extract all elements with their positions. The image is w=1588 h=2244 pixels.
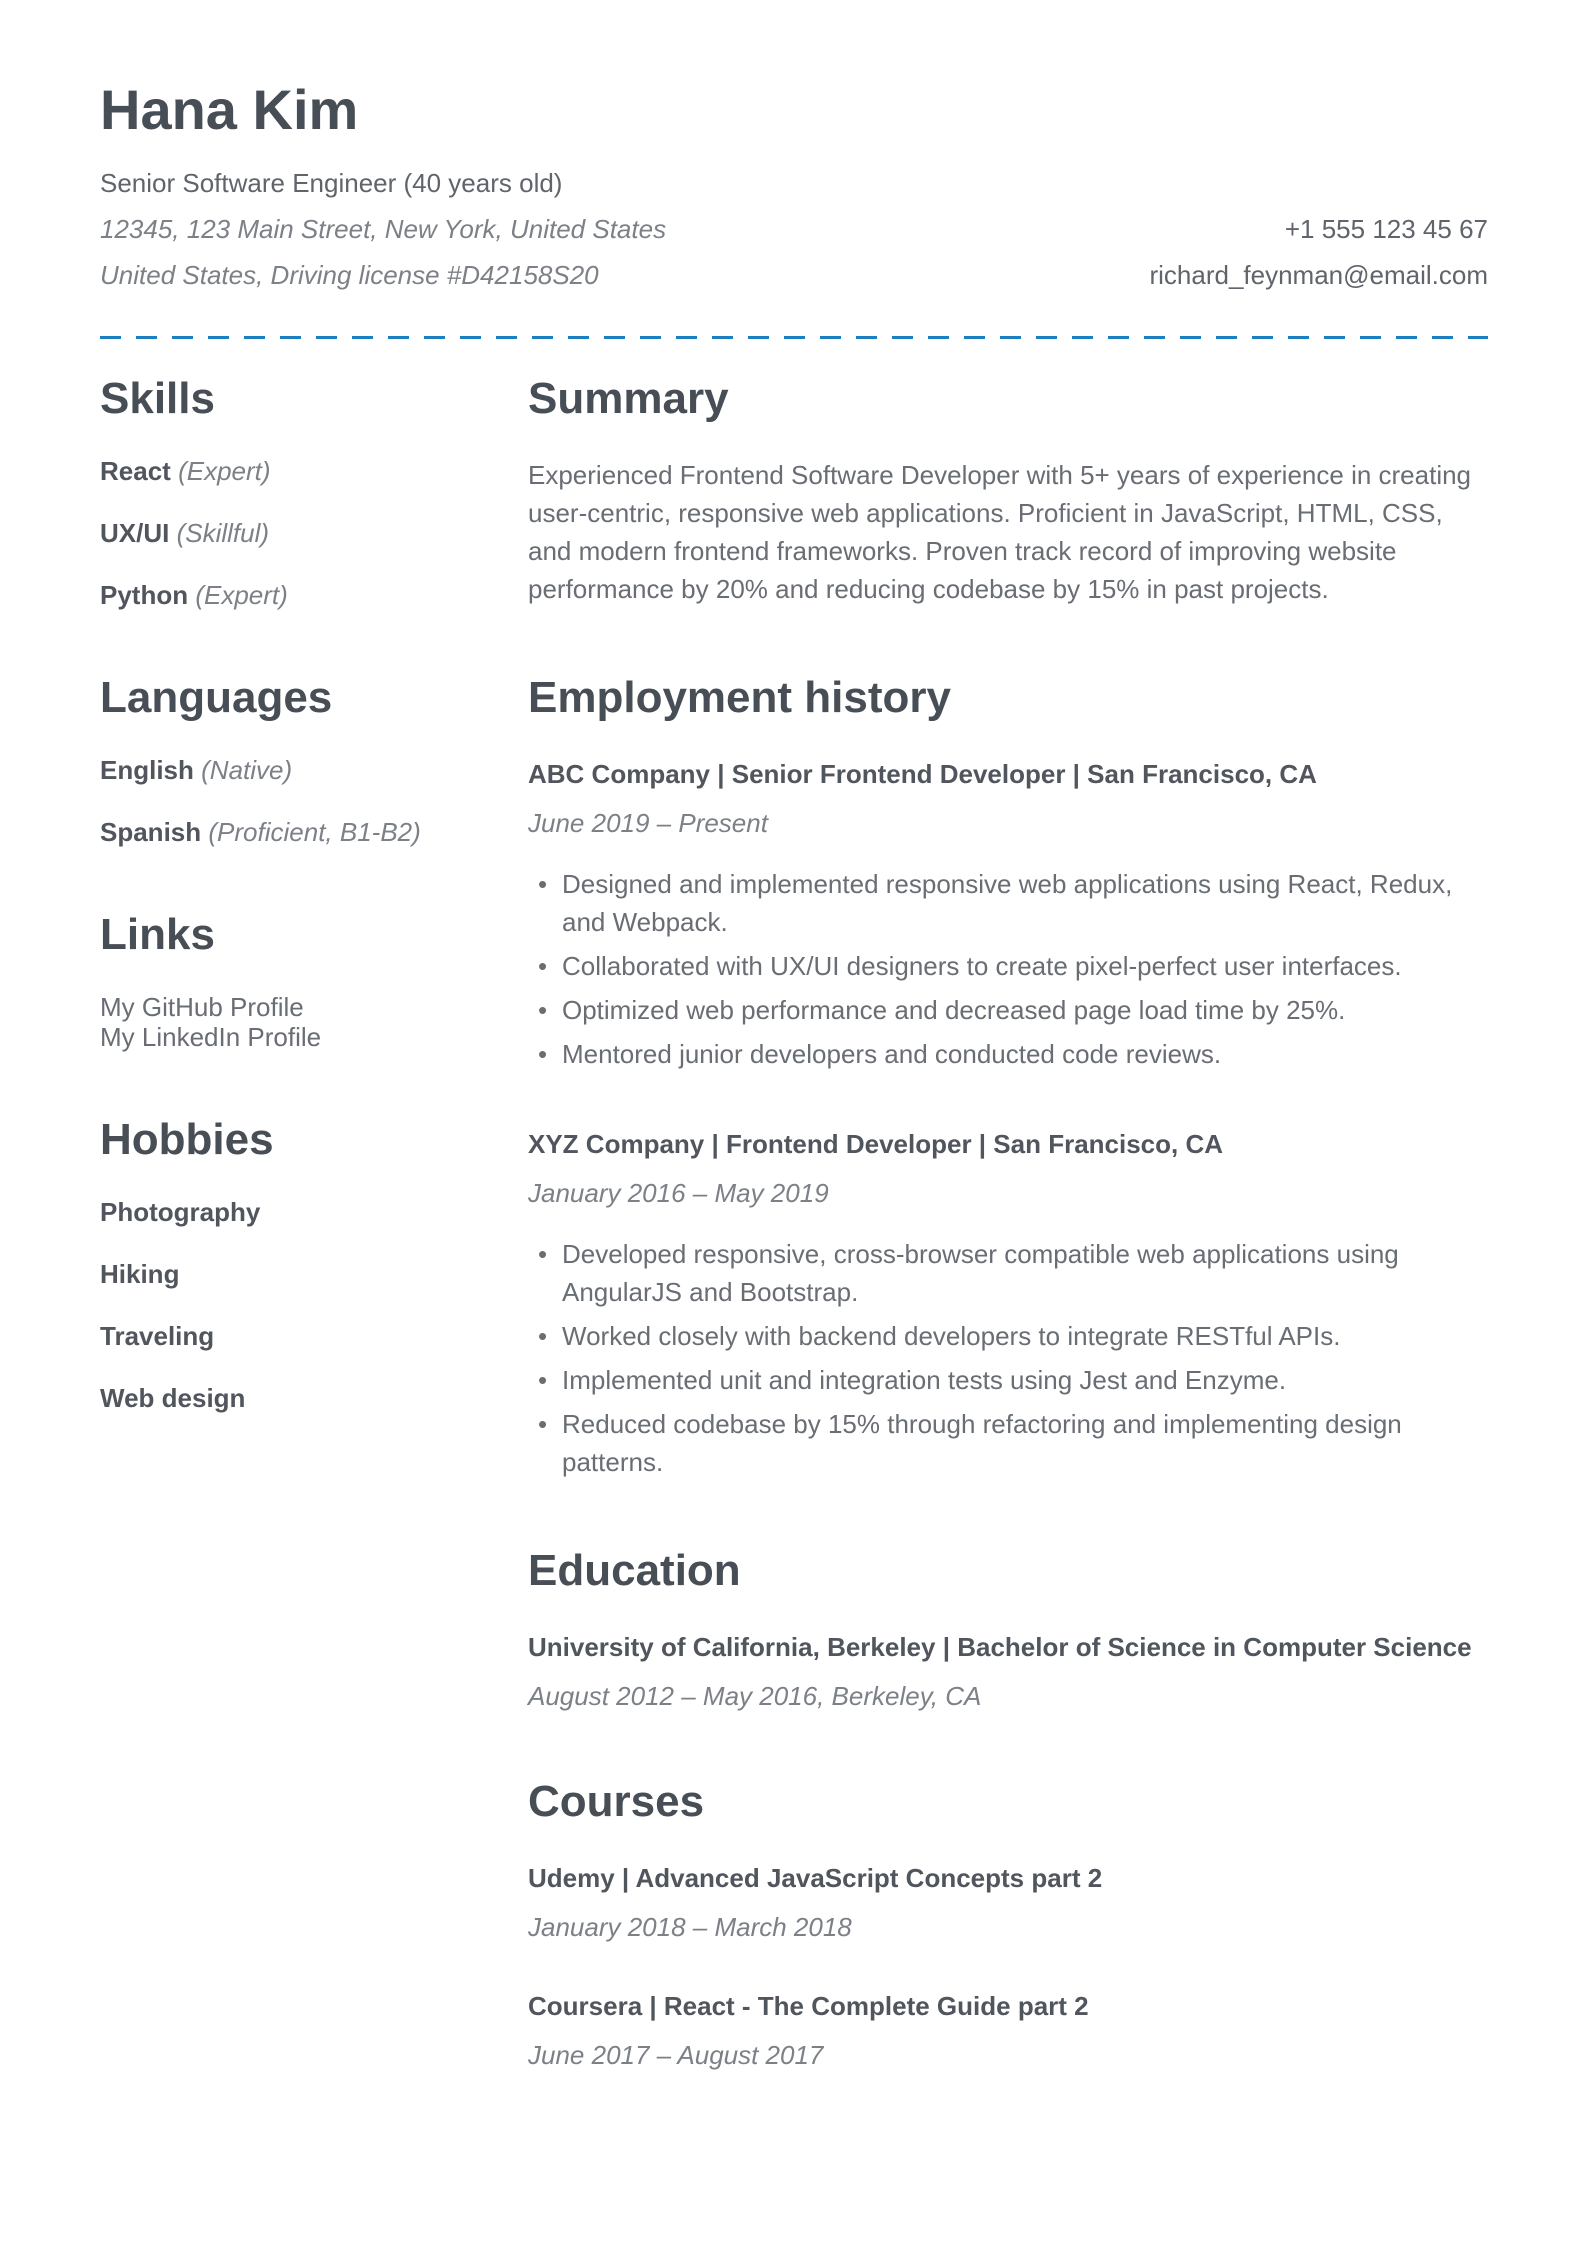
skill-level: (Expert) — [195, 580, 288, 611]
entry-bullet-list — [528, 865, 1488, 1073]
skill-item — [100, 456, 448, 486]
education-entries — [528, 1628, 1488, 1712]
language-item — [100, 817, 448, 847]
course-entry — [528, 1987, 1488, 2071]
links-section — [100, 909, 448, 1052]
entry-title: XYZ Company | Frontend Developer | San Francisco, CA — [528, 1128, 1224, 1159]
entry-dates: August 2012 – May 2016, Berkeley, CA — [528, 1680, 982, 1711]
employment-entries — [528, 755, 1488, 1481]
skills-list — [100, 456, 448, 610]
bullet-item: • Implemented unit and integration tests using Jest and Enzyme. — [528, 1361, 1488, 1399]
entry-title: Udemy | Advanced JavaScript Concepts part 2 — [528, 1862, 1103, 1893]
person-job-title: Senior Software Engineer (40 years old) — [100, 168, 563, 199]
skills-heading: Skills — [100, 374, 215, 424]
hobbies-heading: Hobbies — [100, 1114, 274, 1164]
bullet-item: • Designed and implemented responsive web applications using React, Redux, and Webpack. — [528, 865, 1488, 941]
entry-bullet-list — [528, 1235, 1488, 1481]
skill-name: Python — [100, 580, 189, 611]
summary-heading: Summary — [528, 374, 729, 424]
skill-level: (Expert) — [178, 456, 271, 487]
education-section — [528, 1545, 1488, 1712]
hobby-item: Traveling — [100, 1320, 215, 1351]
hobby-item: Web design — [100, 1382, 246, 1413]
hobbies-list — [100, 1197, 448, 1413]
language-item — [100, 755, 448, 785]
entry-dates: January 2016 – May 2019 — [528, 1177, 829, 1208]
courses-section — [528, 1776, 1488, 2071]
skill-item — [100, 580, 448, 610]
resume-header — [100, 78, 1488, 298]
address-line-1: 12345, 123 Main Street, New York, United States — [100, 214, 667, 245]
course-entry — [528, 1859, 1488, 1943]
bullet-item: • Optimized web performance and decreased page load time by 25%. — [528, 991, 1488, 1029]
summary-text: Experienced Frontend Software Developer with 5+ years of experience in creating user-centric, responsive web applications. Proficient in JavaScript, HTML, CSS, and modern frontend frameworks. Proven track record of improving website performance by 20% and reducing codebase by 15% in past projects. — [528, 460, 1472, 605]
bullet-item: • Reduced codebase by 15% through refactoring and implementing design patterns. — [528, 1405, 1488, 1481]
summary-section — [528, 373, 1488, 608]
education-heading: Education — [528, 1545, 741, 1595]
courses-heading: Courses — [528, 1776, 705, 1826]
employment-entry — [528, 755, 1488, 1073]
profile-link[interactable]: My LinkedIn Profile — [100, 1021, 322, 1052]
dashed-divider — [100, 336, 1488, 339]
links-heading: Links — [100, 909, 215, 959]
email-address: richard_feynman@email.com — [1149, 260, 1488, 291]
course-entries — [528, 1859, 1488, 2071]
employment-heading: Employment history — [528, 673, 951, 723]
employment-section — [528, 672, 1488, 1481]
entry-dates: January 2018 – March 2018 — [528, 1911, 852, 1942]
bullet-item: • Worked closely with backend developers to integrate RESTful APIs. — [528, 1317, 1488, 1355]
main-column — [528, 373, 1488, 2070]
person-name: Hana Kim — [100, 78, 359, 141]
sidebar — [100, 373, 448, 2070]
language-level: (Native) — [201, 754, 293, 785]
bullet-item: • Developed responsive, cross-browser compatible web applications using AngularJS and Bootstrap. — [528, 1235, 1488, 1311]
bullet-item: • Collaborated with UX/UI designers to create pixel-perfect user interfaces. — [528, 947, 1488, 985]
entry-dates: June 2017 – August 2017 — [528, 2039, 824, 2070]
address-line-2: United States, Driving license #D42158S20 — [100, 260, 599, 291]
hobby-item: Photography — [100, 1196, 261, 1227]
entry-dates: June 2019 – Present — [528, 807, 768, 838]
language-name: Spanish — [100, 816, 202, 847]
languages-heading: Languages — [100, 673, 333, 723]
skill-level: (Skillful) — [176, 518, 270, 549]
language-level: (Proficient, B1-B2) — [208, 816, 421, 847]
links-list — [100, 992, 448, 1052]
header-left — [100, 160, 666, 298]
entry-title: ABC Company | Senior Frontend Developer | San Francisco, CA — [528, 758, 1317, 789]
skill-name: React — [100, 456, 171, 487]
profile-link[interactable]: My GitHub Profile — [100, 991, 304, 1022]
content-columns — [100, 373, 1488, 2070]
languages-section — [100, 672, 448, 847]
skill-name: UX/UI — [100, 518, 170, 549]
hobby-item: Hiking — [100, 1258, 180, 1289]
languages-list — [100, 755, 448, 847]
education-entry — [528, 1628, 1488, 1712]
skills-section — [100, 373, 448, 610]
bullet-item: • Mentored junior developers and conducted code reviews. — [528, 1035, 1488, 1073]
language-name: English — [100, 754, 194, 785]
employment-entry — [528, 1125, 1488, 1481]
entry-title: Coursera | React - The Complete Guide part 2 — [528, 1990, 1089, 2021]
header-contact — [1149, 206, 1488, 298]
entry-title: University of California, Berkeley | Bachelor of Science in Computer Science — [528, 1631, 1472, 1662]
phone-number: +1 555 123 45 67 — [1284, 214, 1488, 245]
skill-item — [100, 518, 448, 548]
hobbies-section — [100, 1114, 448, 1413]
